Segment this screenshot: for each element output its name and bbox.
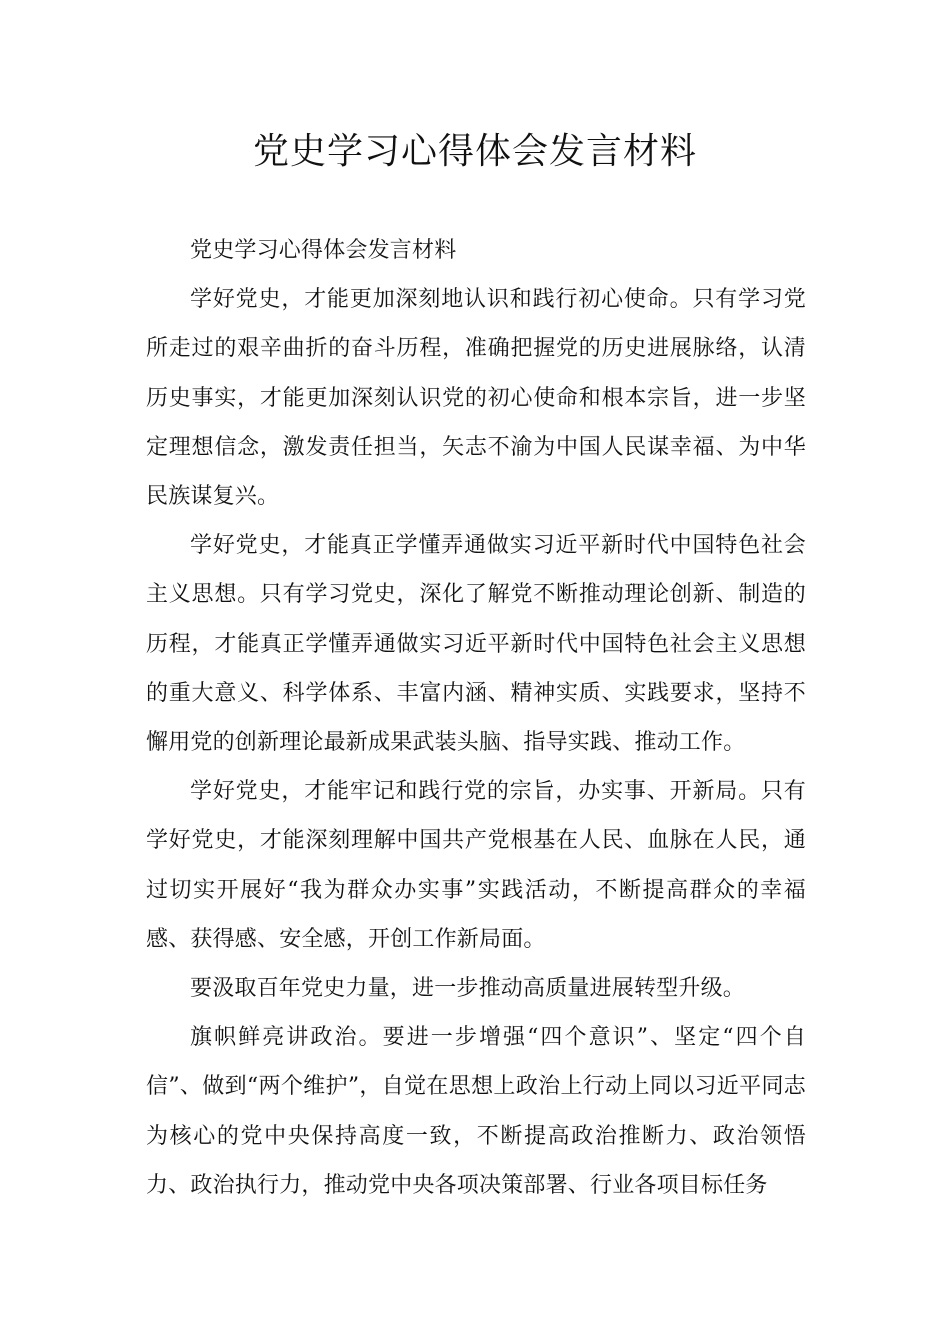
paragraph-new-era-thought: 学好党史，才能真正学懂弄通做实习近平新时代中国特色社会主义思想。只有学习党史，深化了解党不断推动理论创新、制造的历程，才能真正学懂弄通做实习近平新时代中国特色社会主义思想的重大意义、科学体系、丰富内涵、精神实质、实践要求，坚持不懈用党的创新理论最新成果武装头脑、指导实践、推动工作。 xyxy=(146,533,806,756)
paragraph-politics: 旗帜鲜亮讲政治。要进一步增强“四个意识”、坚定“四个自信”、做到“两个维护”，自觉在思想上政治上行动上同以习近平同志为核心的党中央保持高度一致，不断提高政治推断力、政治领悟力、政治执行力，推动党中央各项决策部署、行业各项目标任务 xyxy=(146,1025,806,1198)
paragraph-high-quality-development: 要汲取百年党史力量，进一步推动高质量进展转型升级。 xyxy=(190,976,746,1002)
paragraph-serve-people: 学好党史，才能牢记和践行党的宗旨，办实事、开新局。只有学好党史，才能深刻理解中国共产党根基在人民、血脉在人民，通过切实开展好“我为群众办实事”实践活动，不断提高群众的幸福感、获得感、安全感，开创工作新局面。 xyxy=(146,779,806,952)
document-title: 党史学习心得体会发言材料 xyxy=(252,131,697,172)
paragraph-initial-mission: 学好党史，才能更加深刻地认识和践行初心使命。只有学习党所走过的艰辛曲折的奋斗历程，准确把握党的历史进展脉络，认清历史事实，才能更加深刻认识党的初心使命和根本宗旨，进一步坚定理想信念，激发责任担当，矢志不渝为中国人民谋幸福、为中华民族谋复兴。 xyxy=(146,287,806,510)
paragraph-subtitle: 党史学习心得体会发言材料 xyxy=(190,238,457,263)
document-body xyxy=(146,226,806,1210)
